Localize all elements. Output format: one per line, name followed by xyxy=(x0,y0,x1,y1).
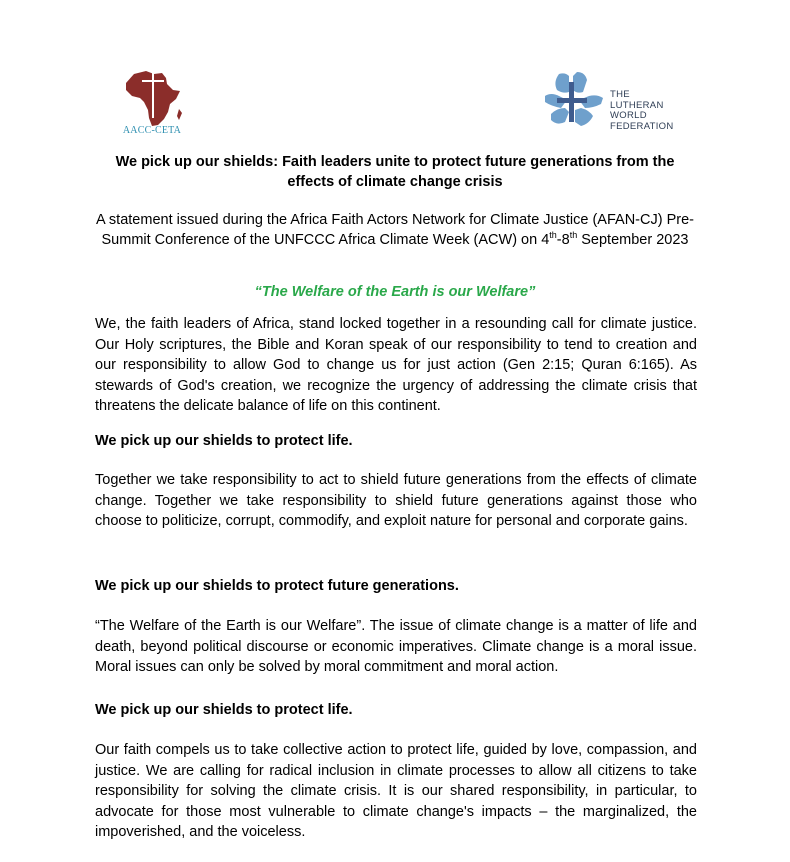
subtitle-sup-2: th xyxy=(569,230,578,240)
paragraph-4: Our faith compels us to take collective action to protect life, guided by love, compassion, and justice. We are calling for radical inclusion in climate processes to allow all citizens to take responsibility for solving the climate crisis. It is our shared responsibility, in particular, to advocate for those most vulnerable to climate change's impacts – the marginalized, the impoverished, and the voiceless. xyxy=(95,742,697,840)
lwf-label-line4: FEDERATION xyxy=(610,120,674,132)
tagline: “The Welfare of the Earth is our Welfare” xyxy=(254,284,536,300)
paragraph-2: Together we take responsibility to act to shield future generations from the effects of climate change. Together we take responsibility to shield future generations against those who choose to politicize, corrupt, commodify, and exploit nature for personal and corporate gains. xyxy=(95,472,697,529)
africa-cross-icon xyxy=(120,66,184,130)
statement-subtitle xyxy=(92,210,698,250)
heading-3: We pick up our shields to protect life. xyxy=(95,702,353,718)
aacc-ceta-label: AACC-CETA xyxy=(122,125,182,136)
lwf-logo xyxy=(543,70,683,132)
subtitle-part-1: A statement issued during the Africa Faith Actors Network for Climate Justice (AFAN-CJ) Pre-Summit Conference of the UNFCCC Africa Climate Week (ACW) on 4 xyxy=(96,212,694,248)
lwf-label-line3: WORLD xyxy=(610,110,647,121)
subtitle-sup-1: th xyxy=(549,230,557,240)
lwf-label xyxy=(610,90,674,132)
heading-2: We pick up our shields to protect future generations. xyxy=(95,578,459,594)
lwf-label-line1: THE xyxy=(610,89,630,100)
subtitle-part-3: September 2023 xyxy=(577,232,689,248)
lwf-hands-icon xyxy=(543,70,605,130)
paragraph-3: “The Welfare of the Earth is our Welfare”. The issue of climate change is a matter of life and death, beyond political discourse or economic imperatives. Climate change is a moral issue. Moral issues can only be solved by moral commitment and moral action. xyxy=(95,618,697,675)
heading-1: We pick up our shields to protect life. xyxy=(95,433,353,449)
document-title: We pick up our shields: Faith leaders unite to protect future generations from the effects of climate change crisis xyxy=(115,154,675,190)
aacc-ceta-logo xyxy=(112,60,192,140)
paragraph-1: We, the faith leaders of Africa, stand locked together in a resounding call for climate justice. Our Holy scriptures, the Bible and Koran speak of our responsibility to tend to creation and our responsibility to allow God to change us for just action (Gen 2:15; Quran 6:165). As stewards of God's creation, we recognize the urgency of addressing the climate crisis that threatens the delicate balance of life on this continent. xyxy=(95,316,697,414)
subtitle-part-2: -8 xyxy=(556,232,570,248)
lwf-label-line2: LUTHERAN xyxy=(610,99,664,111)
